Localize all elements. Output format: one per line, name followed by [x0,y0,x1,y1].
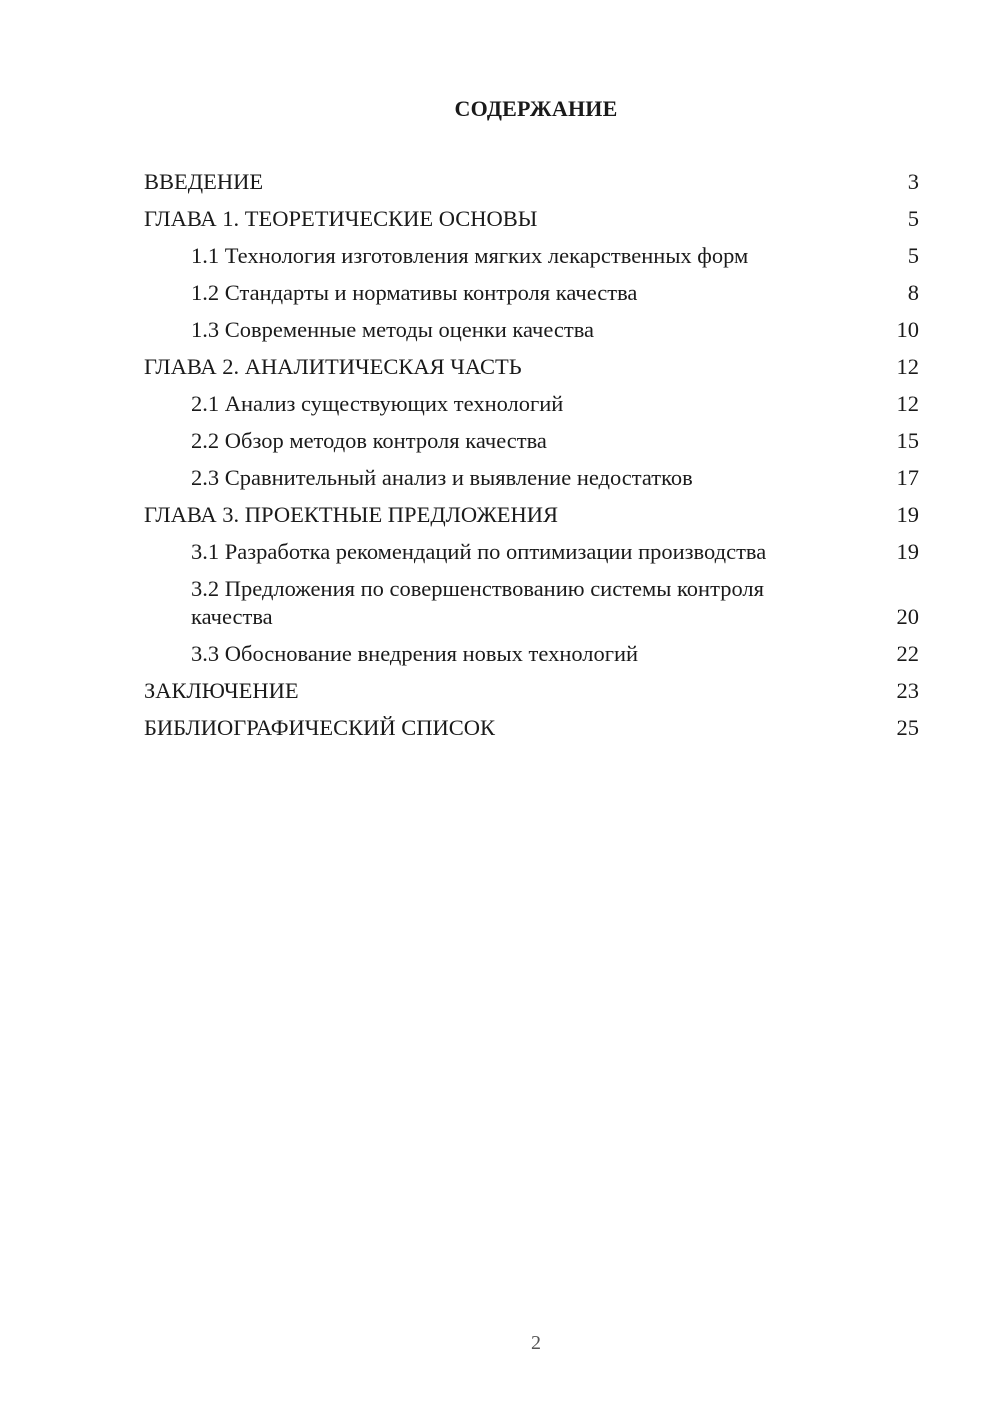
toc-entry-label: ГЛАВА 1. ТЕОРЕТИЧЕСКИЕ ОСНОВЫ [144,206,538,231]
toc-entry [144,168,919,205]
toc-entry-page: 20 [896,604,919,629]
toc-entry-label: 3.1 Разработка рекомендаций по оптимизации производства [191,539,767,564]
toc-entry-label: 2.3 Сравнительный анализ и выявление недостатков [191,465,693,490]
toc-entry-page: 15 [896,428,919,453]
toc-entry-page: 19 [896,502,919,527]
table-of-contents [144,168,919,751]
toc-entry-page: 10 [896,317,919,342]
toc-entry-label: 2.2 Обзор методов контроля качества [191,428,547,453]
toc-entry-page: 22 [896,641,919,666]
toc-entry-page: 23 [896,678,919,703]
toc-entry-label: 1.2 Стандарты и нормативы контроля качества [191,280,638,305]
toc-entry-label: 2.1 Анализ существующих технологий [191,391,564,416]
toc-entry-page: 12 [896,391,919,416]
toc-entry [144,640,919,677]
toc-entry-label: ВВЕДЕНИЕ [144,169,264,194]
toc-entry [144,353,919,390]
toc-entry-page: 5 [907,243,919,268]
toc-entry [144,575,919,640]
toc-entry [144,501,919,538]
toc-entry-label: 3.3 Обоснование внедрения новых технологий [191,641,639,666]
toc-entry-page: 17 [896,465,919,490]
toc-entry-page: 12 [896,354,919,379]
toc-entry [144,464,919,501]
page-number: 2 [531,1332,541,1354]
toc-entry-label: 1.1 Технология изготовления мягких лекарственных форм [191,243,749,268]
toc-entry-label: ГЛАВА 2. АНАЛИТИЧЕСКАЯ ЧАСТЬ [144,354,522,379]
toc-entry-page: 19 [896,539,919,564]
toc-entry-page: 3 [907,169,919,194]
toc-entry-page: 5 [907,206,919,231]
toc-entry-label: ЗАКЛЮЧЕНИЕ [144,678,299,703]
toc-entry [144,279,919,316]
toc-entry [144,205,919,242]
toc-entry [144,538,919,575]
toc-entry-label: ГЛАВА 3. ПРОЕКТНЫЕ ПРЕДЛОЖЕНИЯ [144,502,559,527]
toc-entry-label: БИБЛИОГРАФИЧЕСКИЙ СПИСОК [144,715,496,740]
toc-entry-page: 8 [907,280,919,305]
toc-entry [144,316,919,353]
toc-entry [144,677,919,714]
toc-entry [144,427,919,464]
toc-entry [144,714,919,751]
toc-entry-page: 25 [896,715,919,740]
toc-entry-label: 1.3 Современные методы оценки качества [191,317,595,342]
toc-entry [144,390,919,427]
toc-entry [144,242,919,279]
toc-entry-label: 3.2 Предложения по совершенствованию системы контроля качества [191,576,764,629]
toc-title: СОДЕРЖАНИЕ [454,96,618,121]
